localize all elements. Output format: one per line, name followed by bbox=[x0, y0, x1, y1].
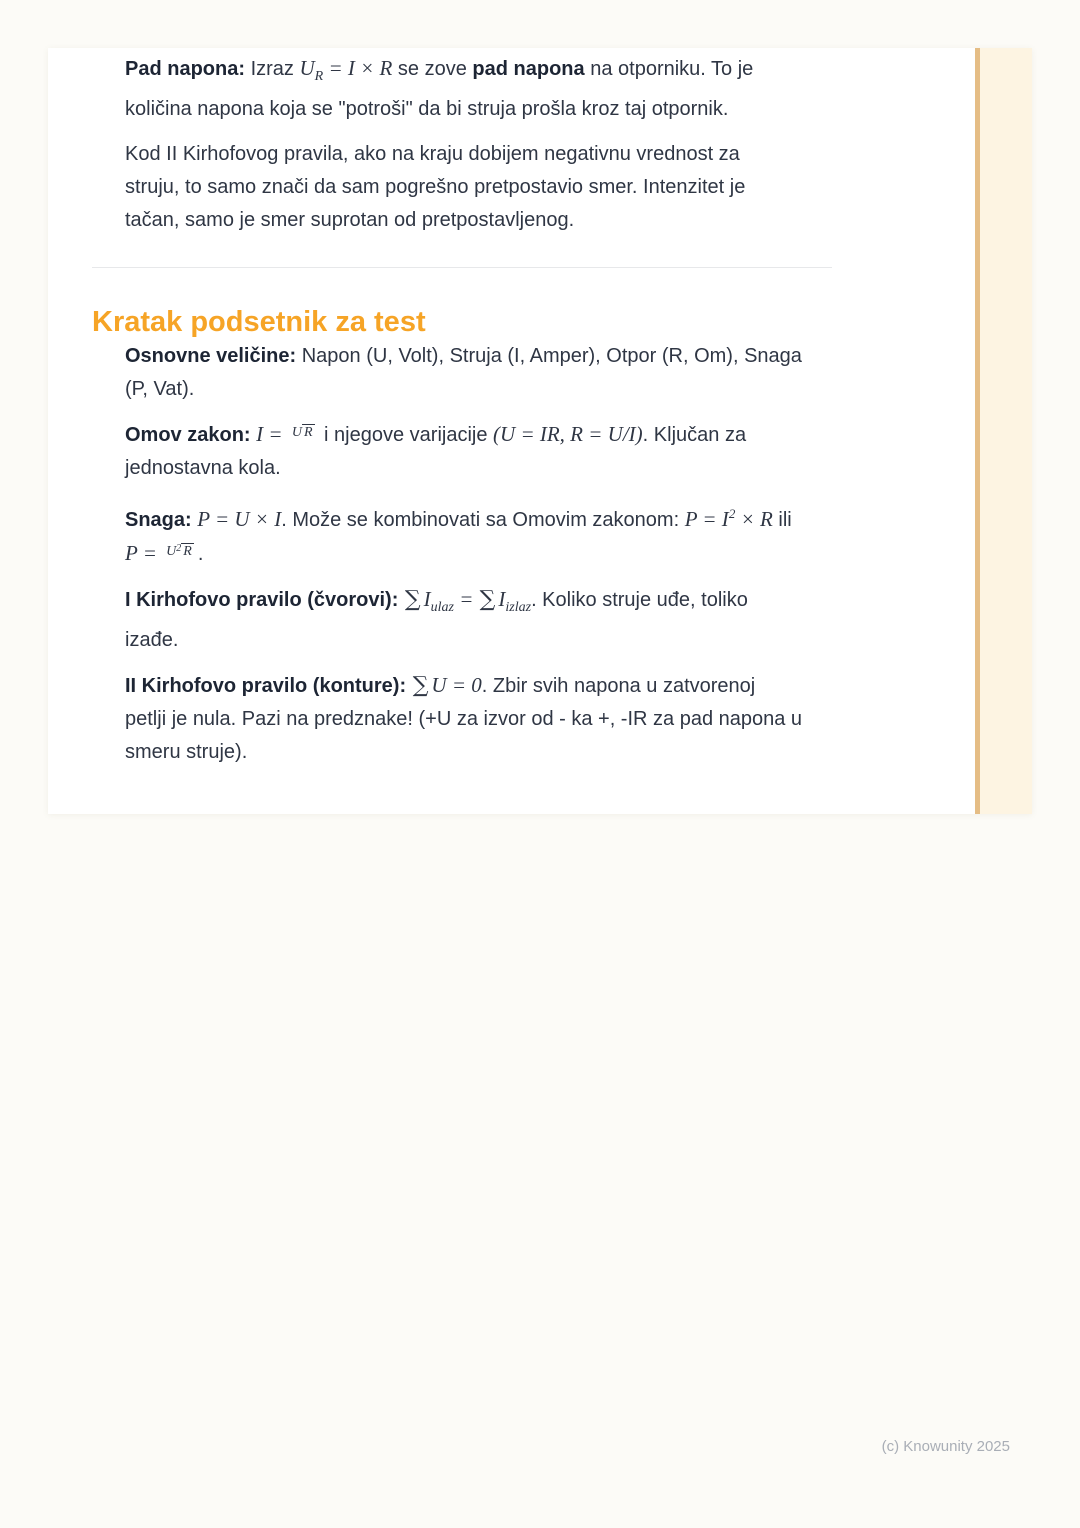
text-segment: na otporniku. To je bbox=[584, 58, 754, 80]
item-text bbox=[125, 52, 892, 126]
text-segment: Napon (U, Volt), Struja (I, Amper), Otpor (R, Om), Snaga bbox=[296, 345, 802, 367]
item-text bbox=[125, 340, 892, 406]
text-segment: U = 0 bbox=[431, 673, 482, 697]
text-segment: petlji je nula. Pazi na predznake! (+U za izvor od - ka +, -IR za pad napona u bbox=[125, 708, 803, 730]
text-segment: R bbox=[314, 69, 324, 84]
sum-symbol: ∑ bbox=[412, 673, 429, 698]
text-line bbox=[125, 204, 892, 237]
text-segment: . Može se kombinovati sa Omovim zakonom: bbox=[281, 509, 685, 531]
list-item bbox=[92, 340, 892, 406]
text-line bbox=[125, 52, 892, 93]
text-line bbox=[125, 171, 892, 204]
list-item bbox=[92, 138, 892, 237]
text-line bbox=[125, 373, 892, 406]
bullet-marker bbox=[92, 669, 125, 769]
list-item bbox=[92, 583, 892, 657]
text-segment: I bbox=[423, 587, 431, 611]
text-line bbox=[125, 452, 892, 485]
text-segment: (U = IR, R = U/I) bbox=[493, 422, 643, 446]
bullet-marker bbox=[92, 340, 125, 406]
text-segment: Kod II Kirhofovog pravila, ako na kraju dobijem negativnu vrednost za bbox=[125, 143, 740, 165]
text-segment: Izraz bbox=[245, 58, 300, 80]
item-text bbox=[125, 583, 892, 657]
text-segment: . Zbir svih napona u zatvorenoj bbox=[481, 675, 756, 697]
text-segment: Snaga: bbox=[125, 509, 192, 531]
text-segment: ulaz bbox=[430, 600, 454, 615]
text-segment: Omov zakon: bbox=[125, 424, 251, 446]
text-segment: izlaz bbox=[505, 600, 532, 615]
list-item bbox=[92, 418, 892, 485]
text-segment: tačan, samo je smer suprotan od pretpostavljenog. bbox=[125, 209, 575, 231]
text-segment: Osnovne veličine: bbox=[125, 345, 297, 367]
item-text bbox=[125, 138, 892, 237]
text-segment: Pad napona: bbox=[125, 58, 246, 80]
bullet-marker bbox=[92, 418, 125, 485]
text-segment: P = I bbox=[684, 507, 729, 531]
section-heading: Kratak podsetnik za test bbox=[92, 306, 426, 338]
section-divider bbox=[92, 267, 832, 268]
text-segment: . bbox=[197, 543, 204, 565]
text-segment: i njegove varijacije bbox=[318, 424, 494, 446]
decorative-right-stripe bbox=[975, 48, 1032, 814]
text-segment: jednostavna kola. bbox=[125, 457, 281, 479]
sum-symbol: ∑ bbox=[404, 587, 421, 612]
text-line bbox=[125, 418, 892, 452]
text-segment: (P, Vat). bbox=[125, 378, 195, 400]
list-item bbox=[92, 497, 892, 571]
text-segment: izađe. bbox=[125, 629, 179, 651]
text-line bbox=[125, 138, 892, 171]
text-segment bbox=[406, 675, 412, 697]
text-segment: U bbox=[299, 56, 315, 80]
text-segment: količina napona koja se "potroši" da bi struja prošla kroz taj otpornik. bbox=[125, 98, 729, 120]
sum-symbol: ∑ bbox=[479, 587, 496, 612]
text-segment: 2 bbox=[728, 506, 736, 521]
content-card bbox=[48, 48, 1032, 814]
text-segment: = I × R bbox=[323, 56, 393, 80]
text-segment: I = bbox=[256, 422, 288, 446]
item-text bbox=[125, 497, 892, 571]
text-line bbox=[125, 340, 892, 373]
text-segment: . Koliko struje uđe, toliko bbox=[531, 589, 748, 611]
text-line bbox=[125, 537, 892, 571]
list-item bbox=[92, 669, 892, 769]
text-segment: I Kirhofovo pravilo (čvorovi): bbox=[125, 589, 399, 611]
math-fraction: U R bbox=[291, 424, 313, 440]
reminder-bullet-list bbox=[92, 340, 892, 769]
item-text bbox=[125, 669, 892, 769]
text-segment: smeru struje). bbox=[125, 741, 248, 763]
text-line bbox=[125, 736, 892, 769]
bullet-marker bbox=[92, 138, 125, 237]
bullet-marker bbox=[92, 52, 125, 126]
math-fraction: $U^2$ R bbox=[166, 543, 192, 560]
text-segment bbox=[398, 589, 404, 611]
copyright-footer: (c) Knowunity 2025 bbox=[881, 1438, 1010, 1455]
text-line bbox=[125, 93, 892, 126]
text-segment: pad napona bbox=[472, 58, 585, 80]
intro-bullet-list bbox=[92, 52, 892, 237]
text-segment: × R bbox=[735, 507, 773, 531]
text-segment: II Kirhofovo pravilo (konture): bbox=[125, 675, 407, 697]
text-segment: . Ključan za bbox=[642, 424, 747, 446]
text-segment: struju, to samo znači da sam pogrešno pretpostavio smer. Intenzitet je bbox=[125, 176, 746, 198]
text-line bbox=[125, 703, 892, 736]
text-line bbox=[125, 669, 892, 703]
text-segment: = bbox=[453, 587, 479, 611]
text-segment: ili bbox=[772, 509, 792, 531]
text-segment: P = U × I bbox=[197, 507, 282, 531]
text-segment: I bbox=[498, 587, 506, 611]
text-segment: se zove bbox=[392, 58, 473, 80]
text-line bbox=[125, 624, 892, 657]
bullet-marker bbox=[92, 497, 125, 571]
list-item bbox=[92, 52, 892, 126]
text-segment: P = bbox=[125, 541, 163, 565]
text-line bbox=[125, 497, 892, 537]
text-line bbox=[125, 583, 892, 624]
bullet-marker bbox=[92, 583, 125, 657]
card-content bbox=[92, 52, 892, 781]
item-text bbox=[125, 418, 892, 485]
